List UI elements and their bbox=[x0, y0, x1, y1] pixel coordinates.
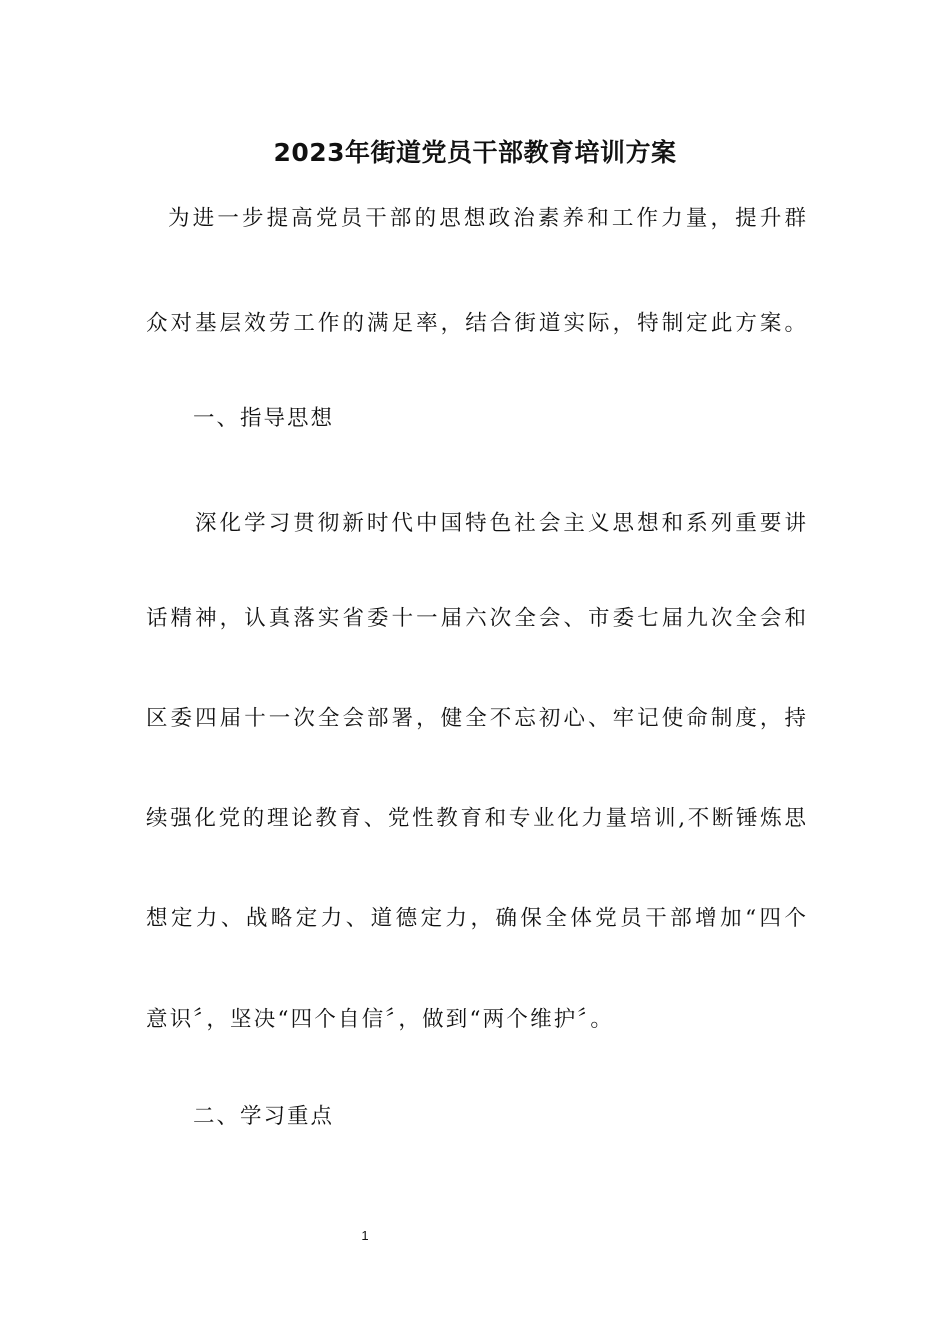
section-heading-guiding-thought: 一、指导思想 bbox=[193, 406, 335, 431]
section1-line-2: 话精神，认真落实省委十一届六次全会、市委七届九次全会和 bbox=[146, 606, 806, 631]
page-number: 1 bbox=[361, 1228, 369, 1243]
section1-line-6: 意识〞，坚决“四个自信〞，做到“两个维护〞。 bbox=[146, 1007, 615, 1032]
document-title: 2023年街道党员干部教育培训方案 bbox=[273, 138, 677, 167]
section1-line-5: 想定力、战略定力、道德定力，确保全体党员干部增加“四个 bbox=[146, 906, 806, 931]
intro-line-1: 为进一步提高党员干部的思想政治素养和工作力量，提升群 bbox=[168, 206, 806, 231]
section1-line-1: 深化学习贯彻新时代中国特色社会主义思想和系列重要讲 bbox=[195, 511, 806, 536]
section-heading-study-focus: 二、学习重点 bbox=[193, 1104, 335, 1129]
section1-line-3: 区委四届十一次全会部署，健全不忘初心、牢记使命制度，持 bbox=[146, 706, 806, 731]
intro-line-2: 众对基层效劳工作的满足率，结合街道实际，特制定此方案。 bbox=[146, 311, 806, 336]
section1-line-4: 续强化党的理论教育、党性教育和专业化力量培训,不断锤炼思 bbox=[146, 806, 806, 831]
